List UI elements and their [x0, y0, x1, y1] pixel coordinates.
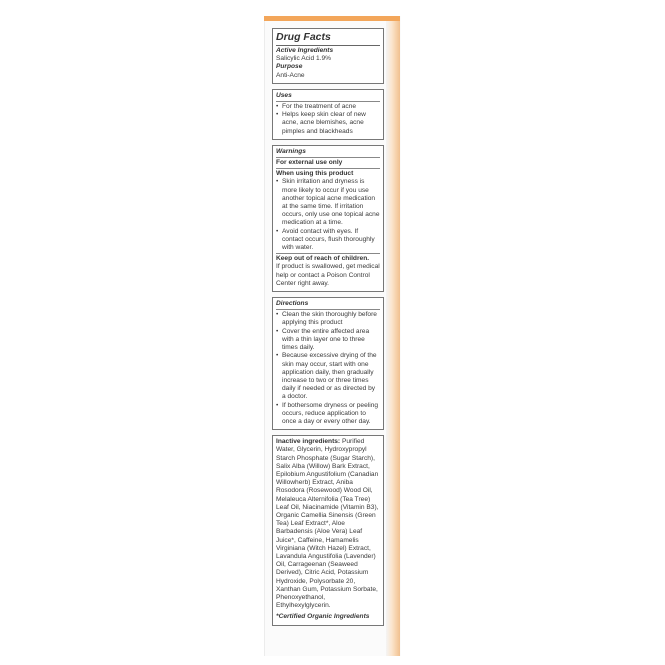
list-item: • If bothersome dryness or peeling occurs, reduce application to once a day or every other day.	[276, 402, 380, 427]
uses-box	[272, 89, 384, 140]
active-ingredients-box	[272, 28, 384, 84]
divider	[276, 168, 380, 169]
drug-facts-title: Drug Facts	[276, 31, 331, 43]
tube-top-edge	[264, 16, 400, 21]
keep-out-text: If product is swallowed, get medical help or contact a Poison Control Center right away.	[276, 263, 380, 287]
uses-list	[276, 103, 380, 136]
active-ingredients-heading: Active Ingredients	[276, 47, 334, 54]
list-item: • For the treatment of acne	[276, 103, 380, 111]
warnings-heading: Warnings	[276, 147, 306, 155]
divider	[276, 45, 380, 46]
list-item: • Because excessive drying of the skin may occur, start with one application daily, then gradually increase to two or three times daily if needed or as directed by a doctor.	[276, 352, 380, 401]
active-ingredient-value: Salicylic Acid 1.9%	[276, 55, 331, 63]
list-item: • Avoid contact with eyes. If contact occurs, flush thoroughly with water.	[276, 228, 380, 253]
uses-heading: Uses	[276, 91, 292, 99]
divider	[276, 101, 380, 102]
purpose-value: Anti-Acne	[276, 71, 305, 79]
when-using-heading: When using this product	[276, 170, 354, 178]
keep-out-heading: Keep out of reach of children.	[276, 255, 370, 263]
directions-box	[272, 297, 384, 430]
inactive-ingredients-heading: Inactive ingredients:	[276, 438, 341, 446]
drug-facts-panel	[272, 28, 384, 631]
tube-side-shading	[386, 21, 400, 656]
list-item: • Helps keep skin clear of new acne, acne blemishes, acne pimples and blackheads	[276, 111, 380, 136]
list-item: • Skin irritation and dryness is more likely to occur if you use another topical acne medication at the same time. If irritation occurs, only use one topical acne medication at a time.	[276, 178, 380, 227]
directions-heading: Directions	[276, 300, 309, 308]
list-item: • Cover the entire affected area with a thin layer one to three times daily.	[276, 328, 380, 353]
divider	[276, 253, 380, 254]
list-item: • Clean the skin thoroughly before applying this product	[276, 311, 380, 327]
external-use-label: For external use only	[276, 159, 343, 167]
warnings-box	[272, 145, 384, 292]
organic-footnote: *Certified Organic Ingredients	[276, 613, 370, 621]
inactive-ingredients-box	[272, 435, 384, 625]
divider	[276, 309, 380, 310]
inactive-ingredients-text	[276, 438, 380, 610]
purpose-heading: Purpose	[276, 63, 303, 71]
inactive-ingredients-list: Purified Water, Glycerin, Hydroxypropyl Starch Phosphate (Sugar Starch), Salix Alba (Willow) Bark Extract, Epilobium Angustifolium (Canadian Willowherb) Extract, Aniba Rosodora (Rosewood) Wood Oil, Melaleuca Alternifolia (Tea Tree) Leaf Oil, Niacinamide (Vitamin B3), Organic Camellia Sinensis (Green Tea) Leaf Extract*, Aloe Barbadensis (Aloe Vera) Leaf Juice*, Caffeine, Hamamelis Virginiana (Witch Hazel) Extract, Lavandula Angustifolia (Lavender) Oil, Carrageenan (Seaweed Derived), Citric Acid, Potassium Hydroxide, Polysorbate 20, Xanthan Gum, Potassium Sorbate, Phenoxyethanol, Ethylhexylglycerin.	[276, 438, 379, 610]
divider	[276, 157, 380, 158]
warnings-list	[276, 178, 380, 252]
directions-list	[276, 311, 380, 426]
